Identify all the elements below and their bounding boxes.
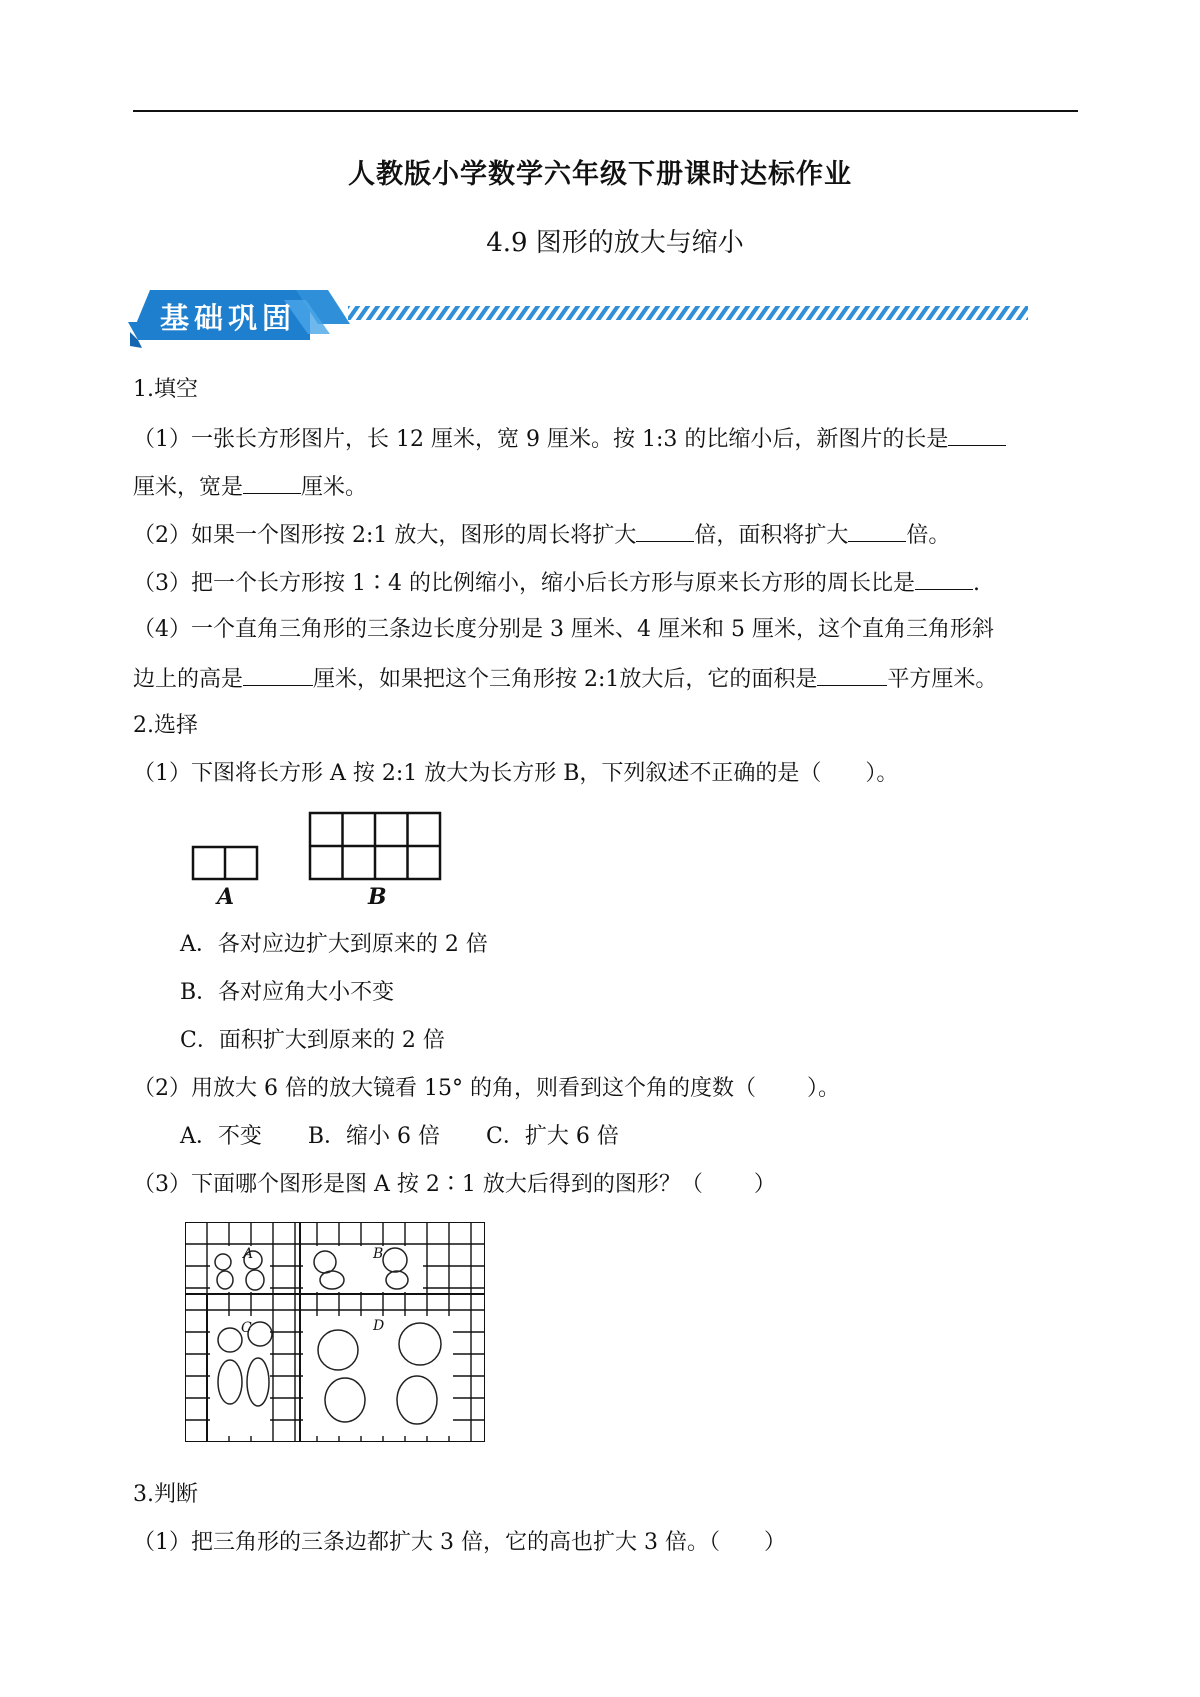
answer-blank[interactable]	[243, 471, 301, 494]
q1-item-4-text-d: 平方厘米。	[887, 667, 998, 692]
q1-item-4-line-1: （4）一个直角三角形的三条边长度分别是 3 厘米、4 厘米和 5 厘米，这个直角三角形斜	[133, 617, 994, 642]
grid-label-c: C	[241, 1320, 252, 1336]
q2-item-1-option-b[interactable]: B．各对应角大小不变	[180, 980, 395, 1005]
section-banner-label: 基础巩固	[160, 301, 297, 335]
q1-item-3	[133, 567, 980, 599]
answer-blank[interactable]	[915, 567, 973, 590]
page-title: 人教版小学数学六年级下册课时达标作业	[348, 159, 852, 190]
tiger-grid-figure	[185, 1222, 485, 1442]
q1-item-1-text-a: （1）一张长方形图片，长 12 厘米，宽 9 厘米。按 1:3 的比缩小后，新图片的长是	[133, 427, 949, 452]
q1-item-4-text-b: 边上的高是	[133, 667, 244, 692]
q3-item-1: （1）把三角形的三条边都扩大 3 倍，它的高也扩大 3 倍。（ ）	[133, 1530, 786, 1555]
q2-item-2-option-b[interactable]: B．缩小 6 倍	[307, 1124, 441, 1149]
answer-blank[interactable]	[636, 519, 694, 542]
q2-item-2-options	[180, 1122, 619, 1152]
q1-item-2-text-b: 倍，面积将扩大	[694, 523, 849, 548]
q1-item-1-line-1	[133, 423, 1006, 455]
q2-heading: 2.选择	[133, 713, 198, 738]
q1-item-1-line-2	[133, 471, 367, 503]
q2-item-1-option-a[interactable]: A．各对应边扩大到原来的 2 倍	[180, 932, 488, 957]
q2-item-2: （2）用放大 6 倍的放大镜看 15° 的角，则看到这个角的度数（ ）。	[133, 1076, 840, 1101]
q3-heading: 3.判断	[133, 1482, 198, 1507]
answer-blank[interactable]	[817, 663, 887, 686]
q1-item-3-text-b: .	[972, 571, 980, 596]
q1-item-2-text-a: （2）如果一个图形按 2:1 放大，图形的周长将扩大	[133, 523, 637, 548]
q2-item-3: （3）下面哪个图形是图 A 按 2∶1 放大后得到的图形？（ ）	[133, 1172, 776, 1197]
answer-blank[interactable]	[848, 519, 906, 542]
q1-heading: 1.填空	[133, 377, 198, 402]
q2-item-1: （1）下图将长方形 A 按 2:1 放大为长方形 B，下列叙述不正确的是（ ）。	[133, 761, 899, 786]
q1-item-1-text-b: 厘米，宽是	[133, 475, 244, 500]
answer-blank[interactable]	[948, 423, 1006, 446]
top-rule	[133, 110, 1078, 112]
q1-item-4-line-2	[133, 663, 997, 695]
grid-label-b: B	[373, 1246, 384, 1262]
answer-blank[interactable]	[243, 663, 313, 686]
q1-item-2-text-c: 倍。	[906, 523, 951, 548]
q2-item-2-option-c[interactable]: C．扩大 6 倍	[486, 1124, 619, 1149]
q1-item-3-text-a: （3）把一个长方形按 1∶4 的比例缩小，缩小后长方形与原来长方形的周长比是	[133, 571, 915, 596]
grid-label-d: D	[373, 1318, 385, 1334]
figure-label-a: A	[217, 884, 235, 910]
q1-item-1-text-c: 厘米。	[301, 475, 368, 500]
q2-item-2-option-a[interactable]: A．不变	[180, 1124, 262, 1149]
q1-item-2	[133, 519, 950, 551]
page-subtitle: 4.9 图形的放大与缩小	[486, 228, 744, 258]
q2-item-1-option-c[interactable]: C．面积扩大到原来的 2 倍	[180, 1028, 445, 1053]
q1-item-4-text-c: 厘米，如果把这个三角形按 2:1放大后，它的面积是	[313, 667, 818, 692]
grid-label-a: A	[243, 1246, 254, 1262]
figure-label-b: B	[368, 884, 387, 910]
